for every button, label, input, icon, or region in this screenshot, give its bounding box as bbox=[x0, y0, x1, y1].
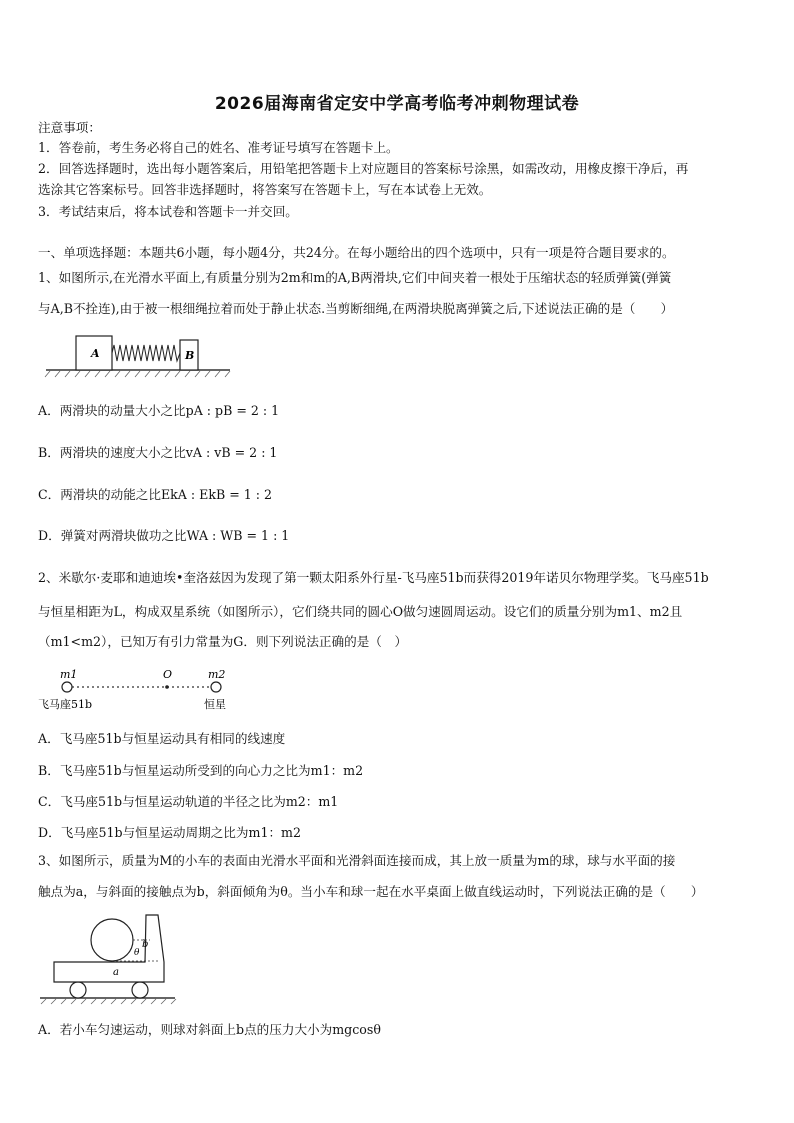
option: A．两滑块的动量大小之比pA : pB = 2 : 1 bbox=[38, 403, 280, 418]
center-o-label: O bbox=[163, 668, 173, 681]
question-stem: 1、如图所示,在光滑水平面上,有质量分别为2m和m的A,B两滑块,它们中间夹着一根处于压缩状态的轻质弹簧(弹簧 bbox=[38, 270, 672, 285]
page-title: 2026届海南省定安中学高考临考冲刺物理试卷 bbox=[214, 94, 580, 114]
question-stem: （m1<m2），已知万有引力常量为G．则下列说法正确的是（ ） bbox=[38, 634, 408, 649]
option: A．若小车匀速运动，则球对斜面上b点的压力大小为mgcosθ bbox=[38, 1022, 381, 1037]
question-stem: 与恒星相距为L，构成双星系统（如图所示），它们绕共同的圆心O做匀速圆周运动。设它们的质量分别为m1、m2且 bbox=[38, 604, 683, 619]
notice-heading: 注意事项： bbox=[38, 120, 101, 135]
block-b-label: B bbox=[185, 349, 195, 362]
notice-item: 2．回答选择题时，选出每小题答案后，用铅笔把答题卡上对应题目的答案标号涂黑，如需改动，用橡皮擦干净后，再 bbox=[38, 161, 689, 176]
option: D．弹簧对两滑块做功之比WA : WB = 1 : 1 bbox=[38, 528, 290, 543]
notice-item: 1．答卷前，考生务必将自己的姓名、准考证号填写在答题卡上。 bbox=[38, 140, 399, 155]
m1-label: m1 bbox=[60, 668, 78, 681]
question-stem: 2、米歇尔·麦耶和迪迪埃•奎洛兹因为发现了第一颗太阳系外行星-飞马座51b而获得2019年诺贝尔物理学奖。飞马座51b bbox=[38, 570, 709, 585]
option: B．两滑块的速度大小之比vA : vB = 2 : 1 bbox=[38, 445, 278, 460]
theta-label: θ bbox=[134, 948, 140, 958]
option: A．飞马座51b与恒星运动具有相同的线速度 bbox=[38, 731, 286, 746]
option: B．飞马座51b与恒星运动所受到的向心力之比为m1：m2 bbox=[38, 763, 364, 778]
question-stem: 触点为a，与斜面的接触点为b，斜面倾角为θ。当小车和球一起在水平桌面上做直线运动时，下列说法正确的是（ ） bbox=[38, 884, 704, 899]
section-header: 一、单项选择题：本题共6小题，每小题4分，共24分。在每小题给出的四个选项中，只有一项是符合题目要求的。 bbox=[38, 245, 675, 260]
option: D．飞马座51b与恒星运动周期之比为m1：m2 bbox=[38, 825, 301, 840]
point-b-label: b bbox=[142, 939, 149, 950]
star-label: 恒星 bbox=[204, 698, 226, 711]
question-stem: 与A,B不拴连),由于被一根细绳拉着而处于静止状态.当剪断细绳,在两滑块脱离弹簧之后,下述说法正确的是（ ） bbox=[38, 301, 674, 316]
binary-star-figure bbox=[38, 667, 238, 712]
point-a-label: a bbox=[113, 967, 119, 978]
planet-label: 飞马座51b bbox=[38, 698, 93, 711]
option: C．两滑块的动能之比EkA : EkB = 1 : 2 bbox=[38, 487, 273, 502]
cart-ball-figure bbox=[40, 910, 180, 1005]
question-stem: 3、如图所示，质量为M的小车的表面由光滑水平面和光滑斜面连接而成，其上放一质量为m的球，球与水平面的接 bbox=[38, 853, 676, 868]
spring-blocks-figure bbox=[40, 330, 240, 380]
m2-label: m2 bbox=[208, 668, 226, 681]
notice-item: 3．考试结束后，将本试卷和答题卡一并交回。 bbox=[38, 204, 298, 219]
option: C．飞马座51b与恒星运动轨道的半径之比为m2：m1 bbox=[38, 794, 339, 809]
block-a-label: A bbox=[91, 347, 100, 360]
notice-item: 选涂其它答案标号。回答非选择题时，将答案写在答题卡上，写在本试卷上无效。 bbox=[38, 182, 492, 197]
